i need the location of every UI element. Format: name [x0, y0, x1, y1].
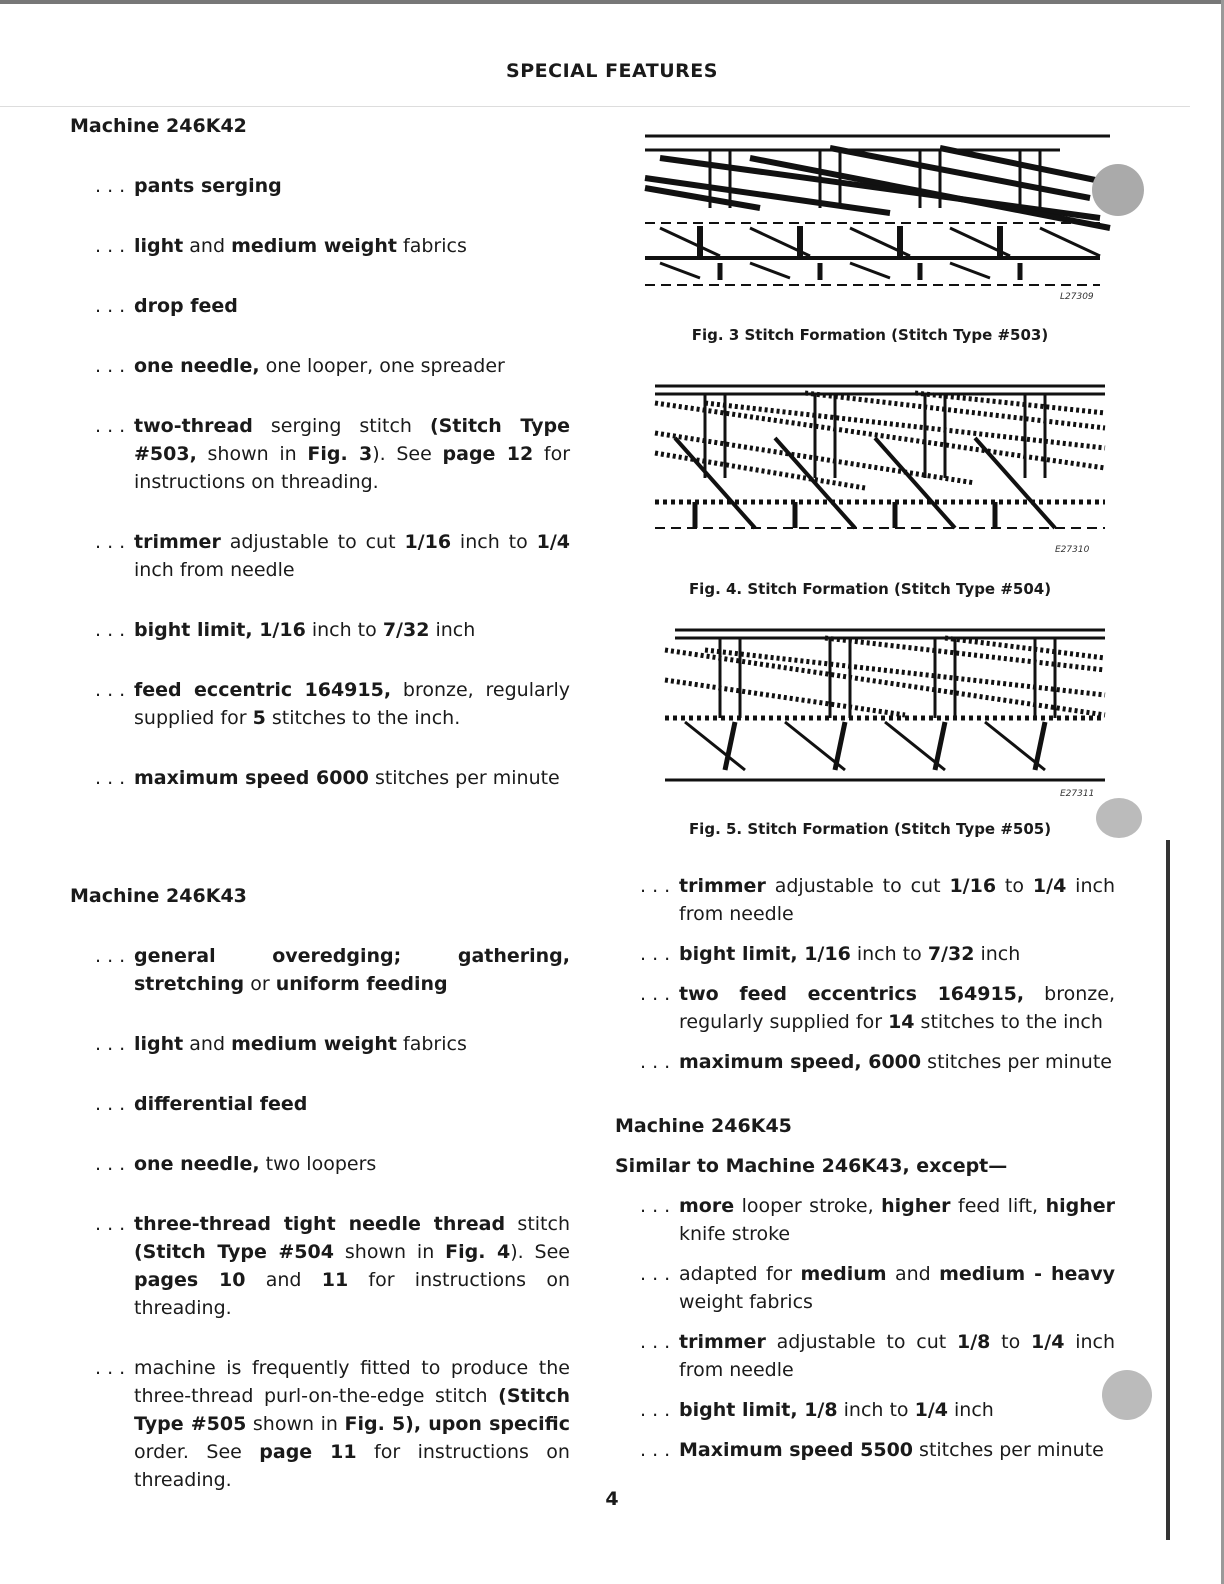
feature-item	[70, 1090, 570, 1118]
text: inch to	[837, 1399, 915, 1421]
punch-hole	[1096, 798, 1142, 838]
bullet-dots: . . .	[640, 1331, 671, 1353]
bold-text: feed eccentric 164915,	[134, 679, 392, 701]
section-246k42	[70, 112, 570, 792]
header-divider	[0, 106, 1190, 107]
bold-text: more	[679, 1195, 735, 1217]
bold-text: one needle,	[134, 355, 260, 377]
text: adjustable to cut	[220, 531, 405, 553]
text: inch	[947, 1399, 994, 1421]
bold-text: 7/32	[382, 619, 430, 641]
bold-text: bight limit, 1/8	[679, 1399, 838, 1421]
text: ). See	[510, 1241, 570, 1263]
bold-text: page 12	[442, 443, 534, 465]
feature-item	[70, 676, 570, 732]
bullet-dots: . . .	[640, 1439, 671, 1461]
bold-text: 1/4	[914, 1399, 948, 1421]
bold-text: (Stitch Type #503,	[134, 415, 570, 465]
bullet-dots: . . .	[95, 175, 126, 197]
text: knife stroke	[679, 1223, 791, 1245]
feature-item	[615, 1436, 1115, 1464]
text: shown in	[196, 443, 308, 465]
text: order. See	[134, 1441, 260, 1463]
feature-item	[615, 1048, 1115, 1076]
text: inch from needle	[679, 1331, 1116, 1381]
bullet-dots: . . .	[640, 983, 671, 1005]
bold-text: (Stitch Type #504	[134, 1241, 334, 1263]
bold-text: trimmer	[679, 875, 766, 897]
text: inch to	[850, 943, 928, 965]
bullet-dots: . . .	[640, 1399, 671, 1421]
text: stitches to the inch.	[265, 707, 461, 729]
feature-item	[70, 412, 570, 496]
feature-item	[615, 940, 1115, 968]
bold-text: medium weight	[231, 1033, 397, 1055]
section-subheading: Similar to Machine 246K43, except—	[615, 1155, 1008, 1177]
figure-caption: Fig. 3 Stitch Formation (Stitch Type #503)	[691, 326, 1049, 344]
text: stitches to the inch	[914, 1011, 1103, 1033]
bold-text: light	[134, 235, 184, 257]
section-246k43	[70, 882, 570, 1494]
text: stitch	[505, 1213, 570, 1235]
stitch-diagram-505	[645, 620, 1115, 800]
text: for instructions on threading.	[134, 443, 571, 493]
punch-hole	[1092, 164, 1144, 216]
punch-hole	[1102, 1370, 1152, 1420]
bold-text: higher	[1045, 1195, 1115, 1217]
feature-item	[615, 872, 1115, 928]
text: stitches per minute	[368, 767, 560, 789]
text: stitches per minute	[913, 1439, 1104, 1461]
bold-text: uniform feeding	[275, 973, 448, 995]
bold-text: 1/16	[404, 531, 452, 553]
bold-text: pants serging	[134, 175, 282, 197]
bold-text: medium - heavy	[939, 1263, 1116, 1285]
feature-item	[70, 352, 570, 380]
text: one looper, one spreader	[259, 355, 505, 377]
text: for instructions on threading.	[134, 1269, 570, 1319]
text: and	[886, 1263, 940, 1285]
bullet-dots: . . .	[95, 1033, 126, 1055]
bullet-dots: . . .	[95, 531, 126, 553]
text: adapted for	[679, 1263, 801, 1285]
text: and	[183, 235, 232, 257]
text: two loopers	[259, 1153, 377, 1175]
feature-list	[615, 872, 1115, 1076]
bold-text: two-thread	[134, 415, 253, 437]
text: stitches per minute	[921, 1051, 1112, 1073]
bullet-dots: . . .	[95, 1213, 126, 1235]
text: weight fabrics	[679, 1291, 813, 1313]
bold-text: drop feed	[134, 295, 238, 317]
bold-text: page 11	[259, 1441, 357, 1463]
text: shown in	[246, 1413, 345, 1435]
text: and	[245, 1269, 322, 1291]
text: machine is frequently fitted to produce the three-thread purl-on-the-edge stitch	[134, 1357, 570, 1407]
feature-item	[615, 1396, 1115, 1424]
page-title: SPECIAL FEATURES	[506, 60, 718, 82]
text: for instructions on threading.	[134, 1441, 570, 1491]
bold-text: 1/8	[957, 1331, 991, 1353]
section-246k43-continued	[615, 872, 1115, 1076]
feature-list	[615, 1192, 1115, 1464]
feature-item	[70, 764, 570, 792]
bold-text: 7/32	[927, 943, 975, 965]
text: adjustable to cut	[765, 1331, 957, 1353]
figure-code: L27309	[1060, 292, 1094, 300]
bold-text: maximum speed, 6000	[679, 1051, 922, 1073]
bold-text: Fig. 5), upon specific	[344, 1413, 570, 1435]
bold-text: 1/4	[536, 531, 570, 553]
bullet-dots: . . .	[95, 295, 126, 317]
text: shown in	[333, 1241, 446, 1263]
bullet-dots: . . .	[640, 1051, 671, 1073]
bullet-dots: . . .	[95, 945, 126, 967]
page-number: 4	[605, 1488, 619, 1510]
bullet-dots: . . .	[95, 355, 126, 377]
text: or	[244, 973, 276, 995]
text: adjustable to cut	[765, 875, 950, 897]
bullet-dots: . . .	[95, 619, 126, 641]
bold-text: pages 10	[134, 1269, 246, 1291]
stitch-diagram-503	[640, 128, 1120, 300]
text: to	[996, 875, 1033, 897]
feature-item	[70, 232, 570, 260]
text: inch from needle	[679, 875, 1115, 925]
bullet-dots: . . .	[95, 1357, 126, 1379]
bold-text: light	[134, 1033, 184, 1055]
section-heading: Machine 246K42	[70, 115, 247, 137]
figure-caption: Fig. 5. Stitch Formation (Stitch Type #505)	[688, 820, 1052, 838]
bullet-dots: . . .	[640, 943, 671, 965]
bullet-dots: . . .	[640, 1263, 671, 1285]
bold-text: bight limit, 1/16	[134, 619, 306, 641]
text: bronze, regularly supplied for	[679, 983, 1115, 1033]
section-heading: Machine 246K45	[615, 1115, 792, 1137]
feature-item	[70, 1210, 570, 1322]
bullet-dots: . . .	[95, 767, 126, 789]
bold-text: Maximum speed 5500	[679, 1439, 914, 1461]
top-rule	[0, 0, 1224, 4]
text: feed lift,	[950, 1195, 1046, 1217]
feature-item	[70, 942, 570, 998]
bold-text: Fig. 3	[307, 443, 373, 465]
feature-item	[70, 292, 570, 320]
feature-item	[70, 528, 570, 584]
figure-caption: Fig. 4. Stitch Formation (Stitch Type #504)	[688, 580, 1052, 598]
figure-code: E27311	[1060, 789, 1095, 799]
bold-text: two feed eccentrics 164915,	[679, 983, 1025, 1005]
feature-item	[615, 1328, 1115, 1384]
bold-text: 14	[888, 1011, 915, 1033]
figure-code: E27310	[1055, 545, 1090, 555]
text: inch from needle	[134, 559, 295, 581]
bold-text: maximum speed 6000	[134, 767, 369, 789]
feature-item	[70, 1354, 570, 1494]
section-heading: Machine 246K43	[70, 885, 247, 907]
feature-item	[615, 1260, 1115, 1316]
bold-text: 5	[252, 707, 266, 729]
bullet-dots: . . .	[95, 1153, 126, 1175]
bullet-dots: . . .	[95, 415, 126, 437]
bold-text: one needle,	[134, 1153, 260, 1175]
text: inch	[974, 943, 1021, 965]
bold-text: general overedging; gathering, stretching	[134, 945, 570, 995]
feature-item	[70, 1030, 570, 1058]
bold-text: trimmer	[134, 531, 221, 553]
text: ). See	[372, 443, 443, 465]
bold-text: three-thread tight needle thread	[134, 1213, 506, 1235]
bold-text: 1/4	[1032, 875, 1067, 897]
bullet-dots: . . .	[95, 1093, 126, 1115]
text: fabrics	[396, 235, 467, 257]
bold-text: Fig. 4	[445, 1241, 511, 1263]
bold-text: trimmer	[679, 1331, 766, 1353]
bold-text: (Stitch Type #505	[134, 1385, 570, 1435]
section-246k45	[615, 1112, 1115, 1464]
bold-text: bight limit, 1/16	[679, 943, 851, 965]
feature-item	[70, 1150, 570, 1178]
feature-list	[70, 172, 570, 792]
bullet-dots: . . .	[640, 875, 671, 897]
feature-item	[615, 1192, 1115, 1248]
text: inch to	[451, 531, 537, 553]
text: fabrics	[396, 1033, 467, 1055]
binding-edge	[1166, 840, 1170, 1540]
bold-text: 1/16	[949, 875, 997, 897]
feature-item	[70, 616, 570, 644]
bullet-dots: . . .	[95, 235, 126, 257]
bold-text: medium weight	[231, 235, 397, 257]
text: serging stitch	[252, 415, 430, 437]
feature-item	[615, 980, 1115, 1036]
bold-text: 11	[321, 1269, 349, 1291]
text: bronze, regularly supplied for	[134, 679, 570, 729]
text: and	[183, 1033, 232, 1055]
bold-text: medium	[800, 1263, 887, 1285]
text: to	[990, 1331, 1032, 1353]
stitch-diagram-504	[645, 378, 1115, 560]
feature-item	[70, 172, 570, 200]
bold-text: 1/4	[1031, 1331, 1065, 1353]
bold-text: higher	[881, 1195, 951, 1217]
text: looper stroke,	[734, 1195, 882, 1217]
bold-text: differential feed	[134, 1093, 308, 1115]
bullet-dots: . . .	[95, 679, 126, 701]
text: inch	[429, 619, 476, 641]
feature-list	[70, 942, 570, 1494]
text: inch to	[305, 619, 383, 641]
bullet-dots: . . .	[640, 1195, 671, 1217]
